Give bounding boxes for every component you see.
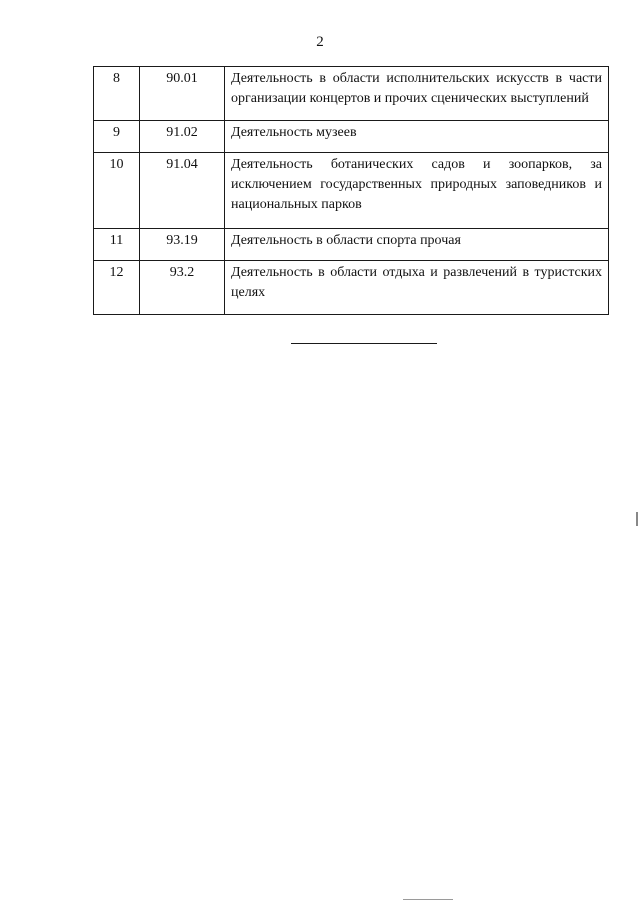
table-row xyxy=(94,261,609,315)
activity-code: 93.2 xyxy=(140,261,225,315)
page-number: 2 xyxy=(316,34,324,50)
activity-code: 91.02 xyxy=(140,121,225,153)
scan-bottom-mark xyxy=(403,899,453,900)
end-of-document-rule xyxy=(291,343,437,344)
row-number: 11 xyxy=(94,229,140,261)
activity-table xyxy=(93,66,609,315)
row-number: 10 xyxy=(94,153,140,229)
activity-description: Деятельность в области спорта прочая xyxy=(225,229,609,261)
table-row xyxy=(94,229,609,261)
row-number: 12 xyxy=(94,261,140,315)
row-number: 9 xyxy=(94,121,140,153)
activity-code: 91.04 xyxy=(140,153,225,229)
activity-description: Деятельность в области исполнительских искусств в части организации концертов и прочих сценических выступлений xyxy=(225,67,609,121)
activity-description: Деятельность ботанических садов и зоопарков, за исключением государственных природных заповедников и национальных парков xyxy=(225,153,609,229)
activity-code: 93.19 xyxy=(140,229,225,261)
table-row xyxy=(94,153,609,229)
activity-description: Деятельность музеев xyxy=(225,121,609,153)
activity-code: 90.01 xyxy=(140,67,225,121)
table-row xyxy=(94,121,609,153)
activity-description: Деятельность в области отдыха и развлечений в туристских целях xyxy=(225,261,609,315)
scan-edge-mark xyxy=(636,512,638,526)
row-number: 8 xyxy=(94,67,140,121)
table-row xyxy=(94,67,609,121)
